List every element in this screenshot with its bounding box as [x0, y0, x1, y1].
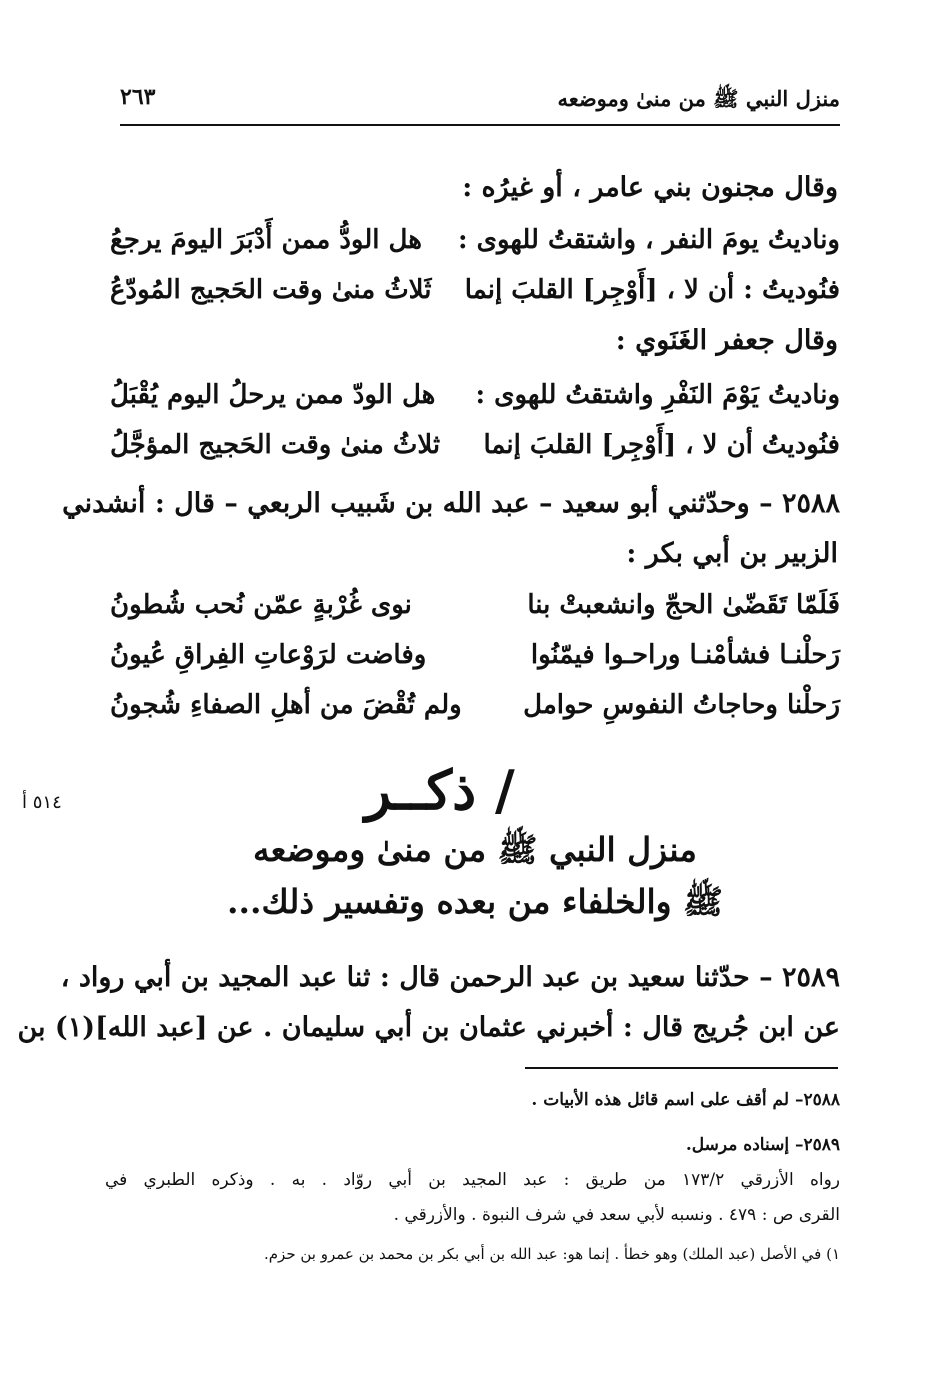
footnote-1: ١) في الأصل (عبد الملك) وهو خطأ . إنما هو: عبد الله بن أبي بكر بن محمد بن عمرو بن حزم. — [263, 1245, 840, 1263]
margin-folio-note: ٥١٤ أ — [22, 792, 62, 813]
hemistich-second: ثَلاثُ منىٰ وقت الحَجيج المُودّعُ — [110, 275, 432, 305]
hemistich-first: فَلَمّا تَقَضّىٰ الحجّ وانشعبتْ بنا — [527, 590, 840, 620]
report-2589-line-2: عن ابن جُريج قال : أخبرني عثمان بن أبي سليمان . عن [عبد الله](١) بن — [17, 1012, 840, 1043]
report-2589-line-1: ٢٥٨٩ – حدّثنا سعيد بن عبد الرحمن قال : ثنا عبد المجيد بن أبي رواد ، — [60, 962, 840, 993]
hemistich-first: رَحلْنـا فشأمْنـا وراحـوا فيمّنُوا — [530, 640, 840, 670]
report-2588-line-1: ٢٥٨٨ – وحدّثني أبو سعيد – عبد الله بن شَبيب الربعي – قال : أنشدني — [62, 488, 840, 519]
hemistich-second: هل الودّ ممن يرحلُ اليوم يُقْبَلُ — [110, 380, 436, 410]
hemistich-second: ولم تُقْضَ من أهلِ الصفاءِ شُجونُ — [110, 690, 462, 720]
hemistich-second: نوى غُرْبةٍ عمّن نُحب شُطونُ — [110, 590, 412, 620]
footnote-2588: ٢٥٨٨– لم أقف على اسم قائل هذه الأبيات . — [531, 1090, 840, 1110]
poem3-verse-2 — [110, 640, 840, 688]
hemistich-second: هل الودُّ ممن أَدْبَرَ اليومَ يرجعُ — [110, 225, 422, 255]
page-header — [120, 80, 840, 126]
chapter-heading-line-1: منزل النبي ﷺ من منىٰ وموضعه — [252, 830, 697, 869]
footnote-2589-line-2: القرى ص : ٤٧٩ . ونسبه لأبي سعد في شرف النبوة . والأزرقي . — [393, 1205, 840, 1225]
page-number: ٢٦٣ — [120, 84, 156, 110]
intro-jafar: وقال جعفر الغَنَوي : — [615, 325, 838, 356]
hemistich-second: ثلاثُ منىٰ وقت الحَجيج المؤجَّلُ — [110, 430, 441, 460]
footnote-separator — [525, 1067, 838, 1069]
hemistich-first: فنُوديتُ أن لا ، [أَوْجِر] القلبَ إنما — [483, 430, 840, 460]
report-2588-line-2: الزبير بن أبي بكر : — [626, 538, 838, 569]
poem1-verse-1 — [110, 225, 840, 273]
poem3-verse-1 — [110, 590, 840, 638]
poem3-verse-3 — [110, 690, 840, 738]
poem2-verse-2 — [110, 430, 840, 478]
hemistich-first: وناديتُ يَوْمَ النَفْرِ واشتقتُ للهوى : — [475, 380, 840, 410]
hemistich-second: وفاضت لرَوْعاتِ الفِراقِ عُيونُ — [110, 640, 427, 670]
poem1-verse-2 — [110, 275, 840, 323]
footnote-2589-heading: ٢٥٨٩– إسناده مرسل. — [685, 1135, 840, 1155]
hemistich-first: رَحلْنا وحاجاتُ النفوسِ حوامل — [523, 690, 840, 720]
hemistich-first: وناديتُ يومَ النفر ، واشتقتُ للهوى : — [457, 225, 840, 255]
section-marker: / ذكــر — [365, 758, 515, 822]
poem2-verse-1 — [110, 380, 840, 428]
footnote-2589-line-1: رواه الأزرقي ١٧٣/٢ من طريق : عبد المجيد بن أبي روّاد . به . وذكره الطبري في — [105, 1170, 840, 1190]
chapter-heading-line-2: ﷺ والخلفاء من بعده وتفسير ذلك... — [227, 882, 723, 921]
running-title: منزل النبي ﷺ من منىٰ وموضعه — [557, 86, 840, 111]
hemistich-first: فنُوديتُ : أن لا ، [أَوْجِر] القلبَ إنما — [464, 275, 840, 305]
intro-majnun: وقال مجنون بني عامر ، أو غيرُه : — [462, 172, 838, 203]
